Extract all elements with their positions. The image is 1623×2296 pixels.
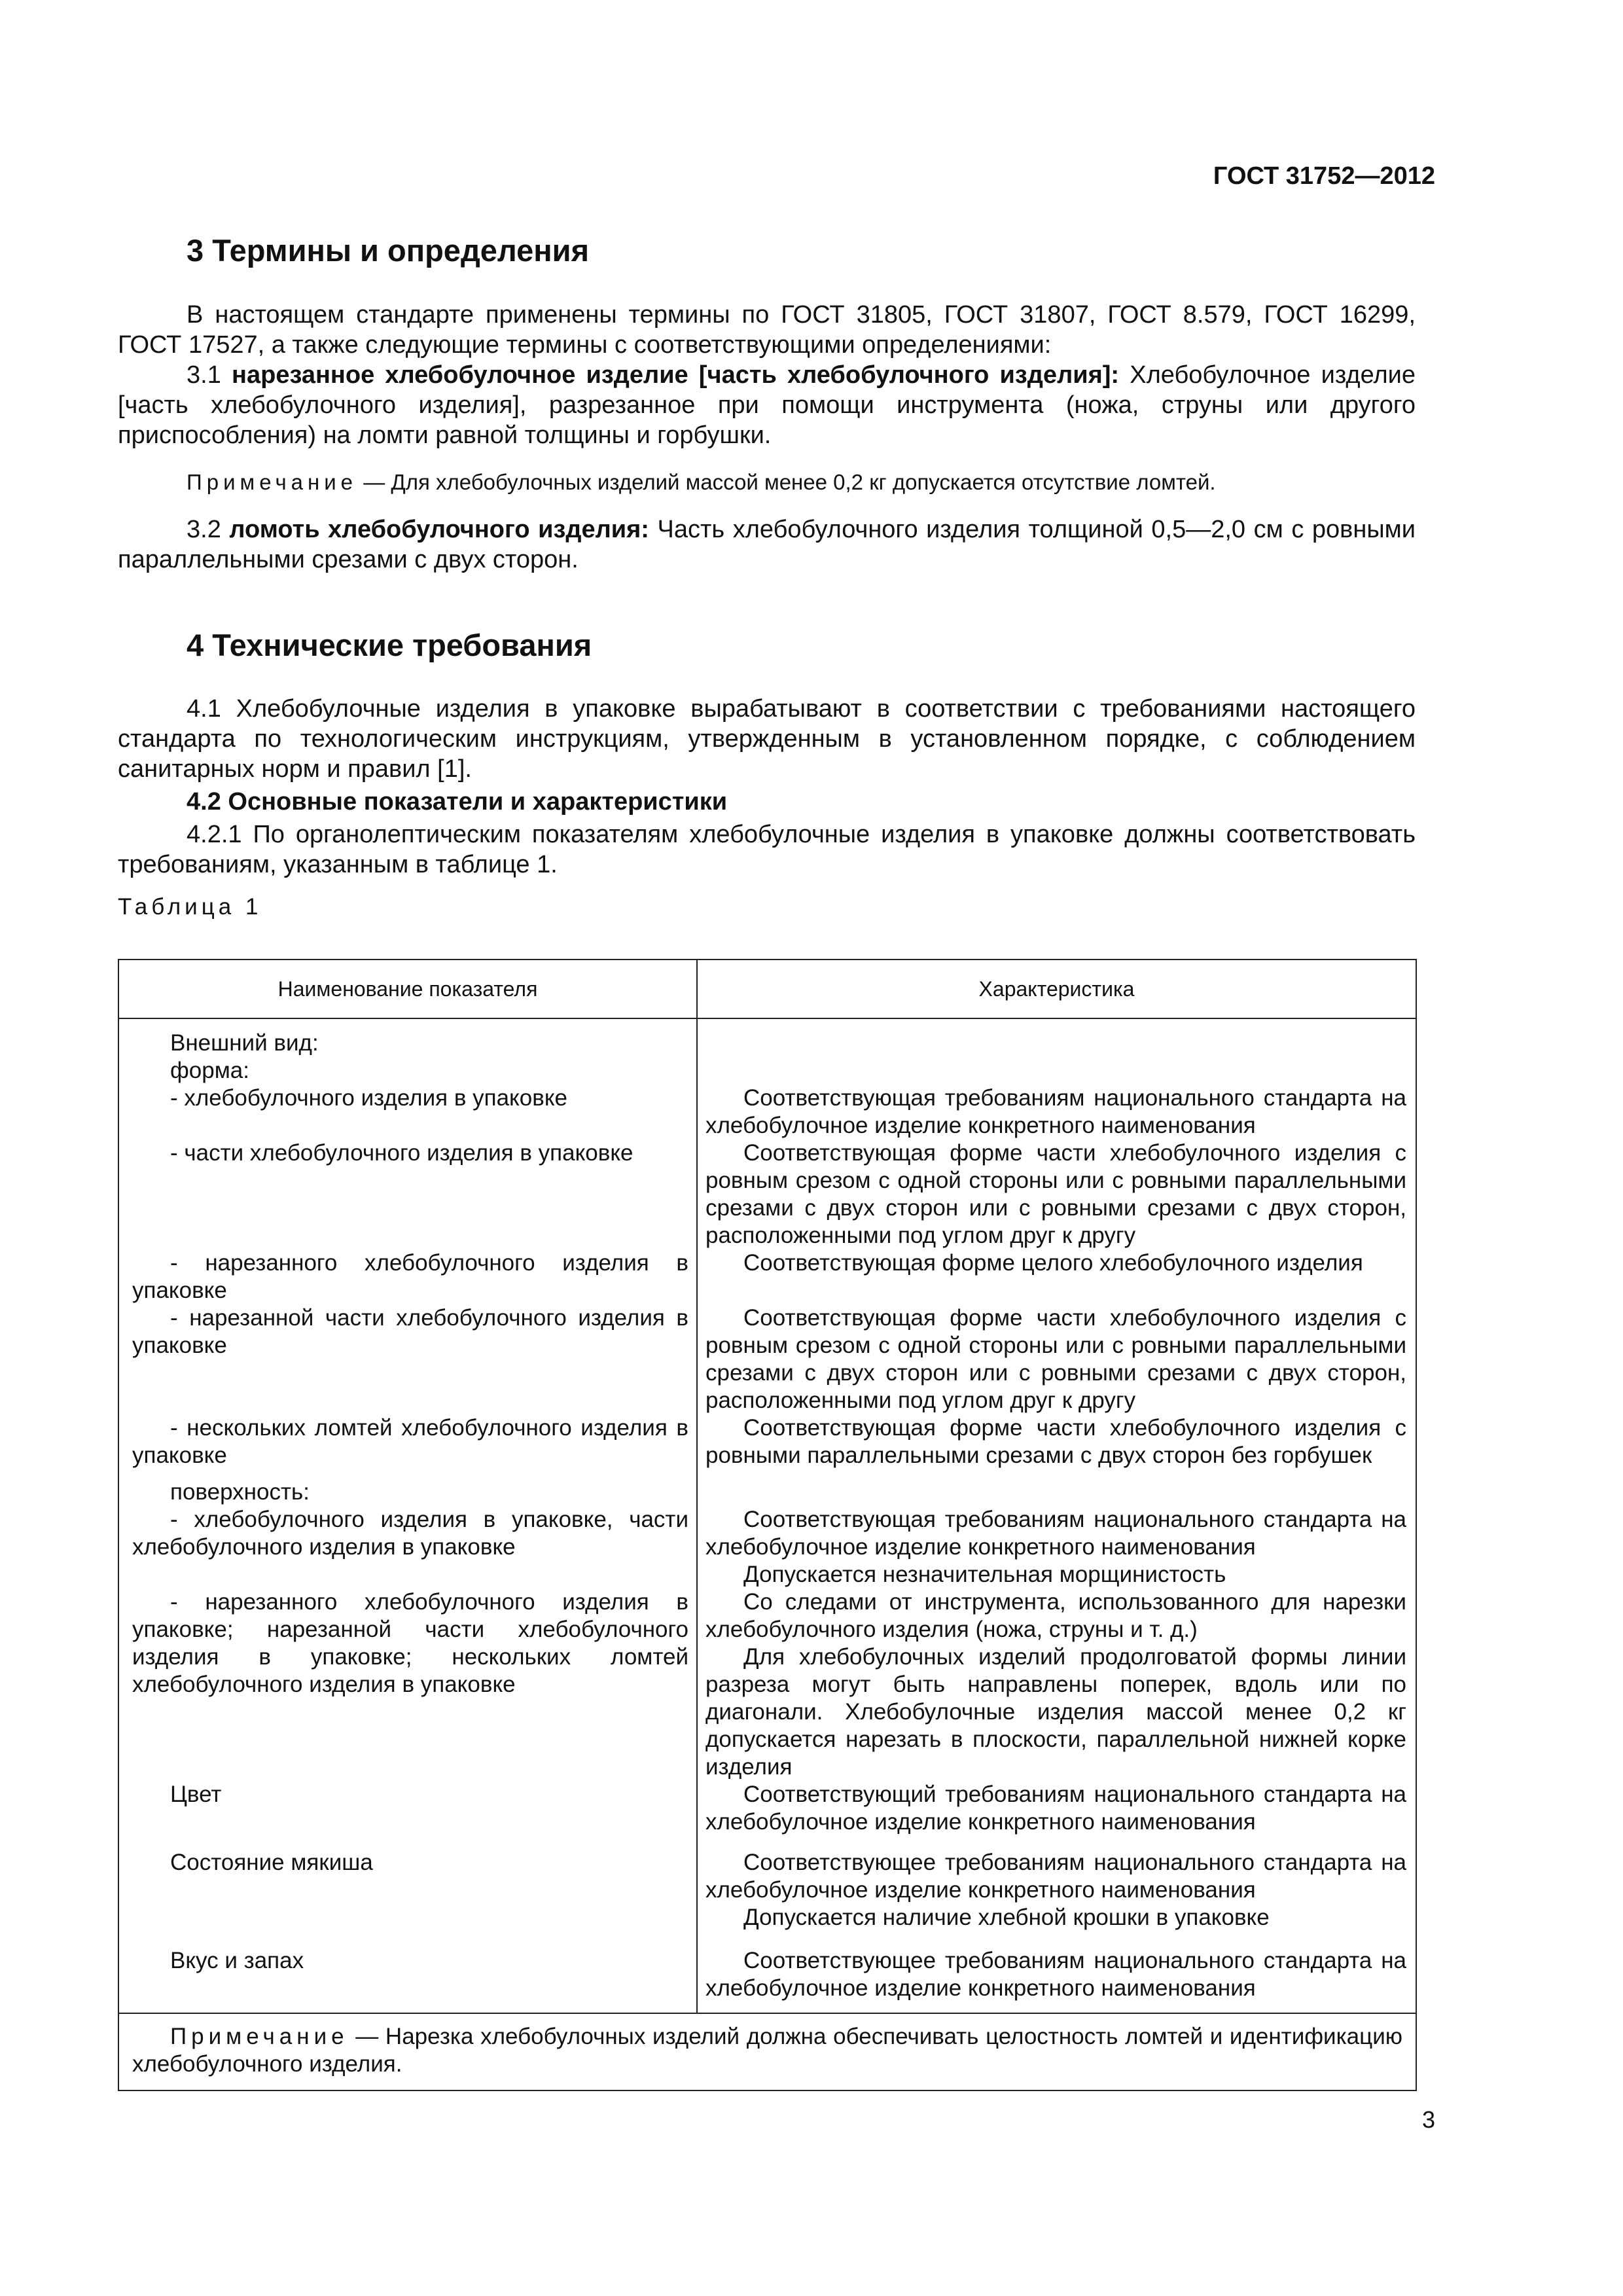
table-1: [118, 959, 1417, 2091]
column-header-characteristic: Характеристика: [697, 960, 1416, 1018]
table-row-name: - нарезанного хлебобулочного изделия в упаковке; нарезанной части хлебобулочного изделия в упаковке; нескольких ломтей хлебобулочного изделия в упаковке: [132, 1589, 688, 1697]
term-3-1-definition: Хлебобулочное изделие [часть хлебобулочного изделия], разрезанное при помощи инструмента (ножа, струны или другого приспособления) на ломти равной толщины и горбушки.: [118, 361, 1416, 449]
table-row-value: Соответствующее требованиям национального стандарта на хлебобулочное изделие конкретного наименования: [705, 1948, 1406, 2001]
table-row-name: - нарезанной части хлебобулочного изделия в упаковке: [132, 1305, 688, 1358]
table-row-value: Соответствующий требованиям национального стандарта на хлебобулочное изделие конкретного наименования: [705, 1782, 1406, 1835]
indicator-column: [118, 1018, 697, 2013]
table-row-value: Соответствующая форме части хлебобулочного изделия с ровными параллельными срезами с двух сторон без горбушек: [705, 1415, 1406, 1468]
table-row-value: Соответствующая требованиям национального стандарта на хлебобулочное изделие конкретного наименования: [705, 1507, 1406, 1560]
table-row-value: Соответствующая требованиям национального стандарта на хлебобулочное изделие конкретного наименования: [705, 1085, 1406, 1138]
table-body-row: [118, 1018, 1416, 2013]
term-3-2: 3.2 ломоть хлебобулочного изделия: Часть хлебобулочного изделия толщиной 0,5—2,0 см с ровными параллельными срезами с двух сторон.: [118, 516, 1416, 573]
clause-4-1: 4.1 Хлебобулочные изделия в упаковке вырабатывают в соответствии с требованиями настоящего стандарта по технологическим инструкциям, утвержденным в установленном порядке, с соблюдением санитарных норм и правил [1].: [118, 695, 1416, 783]
table-row-note: Для хлебобулочных изделий продолговатой формы линии разреза могут быть направлены поперек, вдоль или по диагонали. Хлебобулочные изделия массой менее 0,2 кг допускается нарезать в плоскости, параллельной нижней корке изделия: [705, 1644, 1406, 1780]
table-row-name: Вкус и запах: [170, 1948, 304, 1973]
table-row-name: - нескольких ломтей хлебобулочного изделия в упаковке: [132, 1415, 688, 1468]
column-header-indicator: Наименование показателя: [118, 960, 697, 1018]
term-3-2-definition: Часть хлебобулочного изделия толщиной 0,5—2,0 см с ровными параллельными срезами с двух сторон.: [118, 516, 1416, 573]
document-id: ГОСТ 31752—2012: [1213, 162, 1435, 190]
note-text: — Для хлебобулочных изделий массой менее 0,2 кг допускается отсутствие ломтей.: [363, 470, 1216, 494]
table-note-row: [118, 2013, 1416, 2090]
table-row-value: [705, 1030, 1406, 1085]
table-header-row: [118, 960, 1416, 1018]
section-3-intro: В настоящем стандарте применены термины по ГОСТ 31805, ГОСТ 31807, ГОСТ 8.579, ГОСТ 16299, ГОСТ 17527, а также следующие термины с соответствующими определениями:: [118, 301, 1416, 359]
table-row-name: Цвет: [170, 1782, 222, 1807]
section-4-body: [118, 694, 1416, 920]
table-row-value: Со следами от инструмента, использованного для нарезки хлебобулочного изделия (ножа, струны и т. д.): [705, 1589, 1406, 1642]
table-note-text: — Нарезка хлебобулочных изделий должна обеспечивать целостность ломтей и идентификацию хлебобулочного изделия.: [132, 2024, 1402, 2077]
note-3-1: [118, 469, 1416, 496]
section-3-body: [118, 300, 1416, 575]
section-3: [118, 232, 1416, 268]
table-row-name: - хлебобулочного изделия в упаковке, части хлебобулочного изделия в упаковке: [132, 1507, 688, 1560]
table-row-name: поверхность:: [170, 1479, 310, 1505]
term-3-1-name: нарезанное хлебобулочное изделие [часть хлебобулочного изделия]:: [232, 361, 1120, 389]
table-row-name: - нарезанного хлебобулочного изделия в упаковке: [132, 1250, 688, 1303]
table-row-name: - части хлебобулочного изделия в упаковке: [170, 1140, 633, 1166]
table-row-value: [705, 1469, 1406, 1506]
table-row-note: Допускается наличие хлебной крошки в упаковке: [743, 1905, 1270, 1930]
table-row-name: форма:: [170, 1058, 249, 1083]
characteristic-column: [697, 1018, 1416, 2013]
table-row-name: Внешний вид:: [170, 1030, 319, 1056]
table-row-value: Соответствующее требованиям национального стандарта на хлебобулочное изделие конкретного наименования: [705, 1850, 1406, 1903]
section-3-title: 3 Термины и определения: [187, 233, 589, 268]
term-3-2-name: ломоть хлебобулочного изделия:: [229, 516, 649, 543]
table-note: [118, 2013, 1416, 2090]
table-row-note: Допускается незначительная морщинистость: [743, 1562, 1226, 1587]
clause-4-2-heading: 4.2 Основные показатели и характеристики: [187, 788, 728, 816]
table-note-label: Примечание: [170, 2024, 349, 2049]
clause-4-2-1: 4.2.1 По органолептическим показателям хлебобулочные изделия в упаковке должны соответствовать требованиям, указанным в таблице 1.: [118, 821, 1416, 878]
note-label: Примечание: [187, 470, 358, 494]
page-number: 3: [1421, 2106, 1435, 2133]
table-caption: Таблица 1: [118, 894, 262, 920]
table-row-value: Соответствующая форме части хлебобулочного изделия с ровным срезом с одной стороны или с ровными параллельными срезами с двух сторон или с ровными срезами с двух сторон, расположенными под углом друг к другу: [705, 1305, 1406, 1413]
section-4-title: 4 Технические требования: [187, 628, 592, 662]
table-row-name: - хлебобулочного изделия в упаковке: [170, 1085, 567, 1111]
table-row-value: Соответствующая форме части хлебобулочного изделия с ровным срезом с одной стороны или с ровными параллельными срезами с двух сторон или с ровными срезами с двух сторон, расположенными под углом друг к другу: [705, 1140, 1406, 1248]
term-3-1: 3.1 нарезанное хлебобулочное изделие [часть хлебобулочного изделия]: Хлебобулочное изделие [часть хлебобулочного изделия], разрезанное при помощи инструмента (ножа, струны или другого приспособления) на ломти равной толщины и горбушки.: [118, 361, 1416, 449]
section-4: [118, 627, 1416, 663]
table-row-value: Соответствующая форме целого хлебобулочного изделия: [743, 1250, 1363, 1276]
table-row-name: Состояние мякиша: [170, 1850, 373, 1875]
